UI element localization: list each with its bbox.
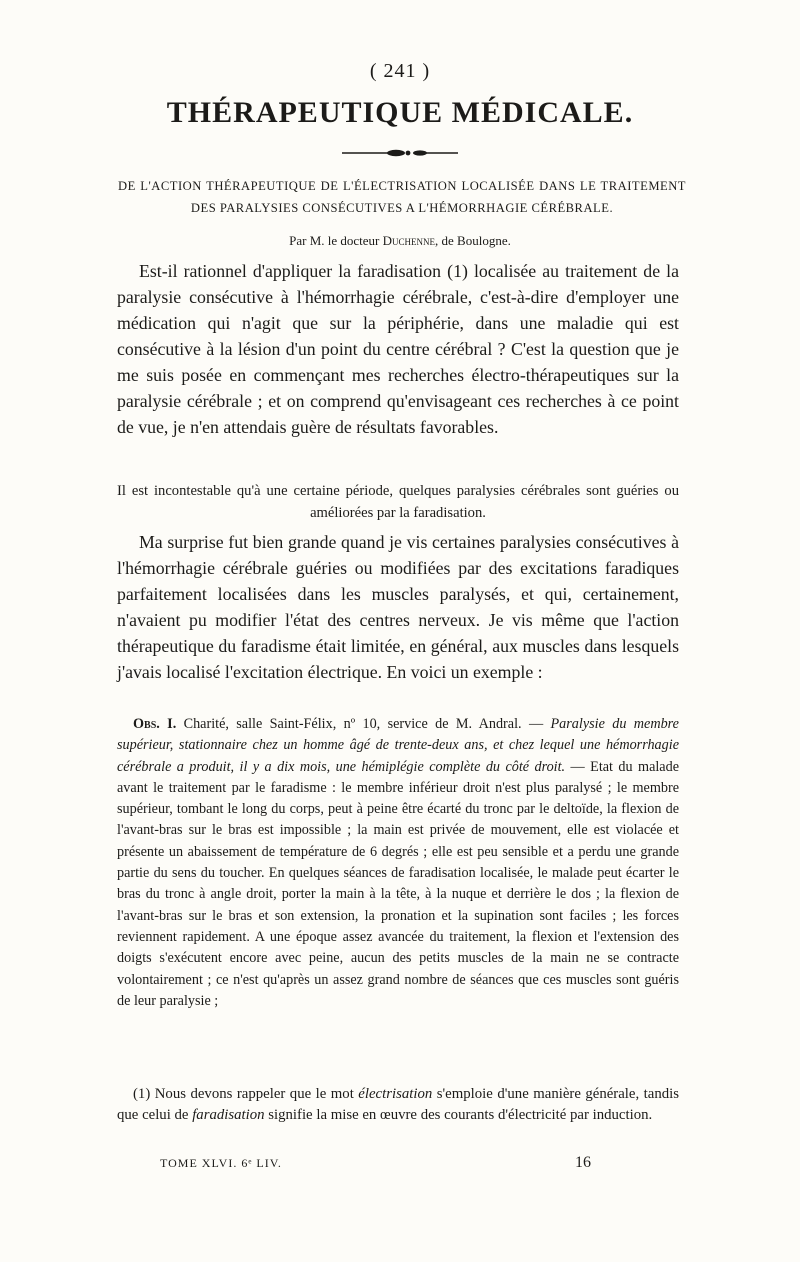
footer-sheet-number: 16 [575,1154,591,1171]
page-number: ( 241 ) [369,60,431,82]
footnote-term-1: électrisation [358,1086,433,1102]
footnote-text-e: signifie la mise en œuvre des courants d'électricité par induction. [264,1107,653,1123]
footnote-text-a: (1) Nous devons rappeler que le mot [133,1086,359,1102]
paragraph-2: Il est incontestable qu'à une certaine période, quelques paralysies cérébrales sont guéries ou améliorées par la faradisation. [117,483,679,521]
byline-suffix: , de Boulogne. [435,233,511,248]
footer-signature: TOME XLVI. 6ᵉ LIV. [160,1156,282,1170]
byline-prefix: Par M. le docteur [289,233,380,248]
ornament-divider [340,146,460,160]
footnote-term-2: faradisation [192,1107,265,1123]
byline-author: Duchenne [382,233,436,248]
section-title: THÉRAPEUTIQUE MÉDICALE. [166,96,634,129]
article-title: DE L'ACTION THÉRAPEUTIQUE DE L'ÉLECTRISATION LOCALISÉE DANS LE TRAITEMENT DES PARALYSIES CONSÉCUTIVES A L'HÉMORRHAGIE CÉRÉBRALE. [118,179,686,215]
observation-paragraph [117,714,679,1012]
paragraph-3: Ma surprise fut bien grande quand je vis certaines paralysies consécutives à l'hémorrhagie cérébrale guéries ou modifiées par des excitations faradiques parfaitement localisées dans les muscles paralysés, et qui, certainement, n'avaient pu modifier l'état des centres nerveux. Je vis même que l'action thérapeutique du faradisme était limitée, en général, aux muscles dans lesquels j'avais localisé l'excitation électrique. En voici un exemple : [117,532,679,682]
footnote [117,1084,679,1126]
observation-italic: Paralysie du membre supérieur, stationnaire chez un homme âgé de trente-deux ans, et chez lequel une hémorrhagie cérébrale a produit, il y a dix mois, une hémiplégie complète du côté droit. [117,716,679,775]
observation-heading: Charité, salle Saint-Félix, nº 10, service de M. Andral. — [176,716,551,732]
observation-body: — Etat du malade avant le traitement par le faradisme : le membre inférieur droit n'est plus paralysé ; le membre supérieur, tombant le long du corps, peut à peine être écarté du tronc par le deltoïde, la flexion de l'avant-bras sur le bras est impossible ; la main est privée de mouvement, elle est violacée et présente un abaissement de température de 6 degrés ; elle est peu sensible et a perdu une grande partie du sens du toucher. En quelques séances de faradisation localisée, le malade peut écarter le bras du tronc à angle droit, porter la main à la tête, à la nuque et derrière le dos ; la flexion de l'avant-bras sur le bras et son extension, la pronation et la supination sont faciles ; les forces reviennent rapidement. A une époque assez avancée du traitement, la flexion et l'extension des doigts s'exécutent encore avec peine, aucun des petits muscles de la main ne se contracte volontairement ; ce n'est qu'après un assez grand nombre de séances que ces muscles sont guéris de leur paralysie ; [117,758,679,1009]
byline [0,233,800,249]
observation-label: Obs. I. [133,716,177,732]
paragraph-1: Est-il rationnel d'appliquer la faradisation (1) localisée au traitement de la paralysie consécutive à l'hémorrhagie cérébrale, c'est-à-dire d'employer une médication qui n'agit que sur la périphérie, dans une maladie qui est consécutive à la lésion d'un point du centre cérébral ? C'est la question que je me suis posée en commençant mes recherches électro-thérapeutiques sur la paralysie cérébrale ; et on comprend qu'envisageant ces recherches à ce point de vue, je n'en attendais guère de résultats favorables. [117,261,679,437]
footnote-rule [133,1074,671,1075]
footnote-text-c: s'emploie d'une manière générale, tandis que celui de [117,1086,679,1123]
